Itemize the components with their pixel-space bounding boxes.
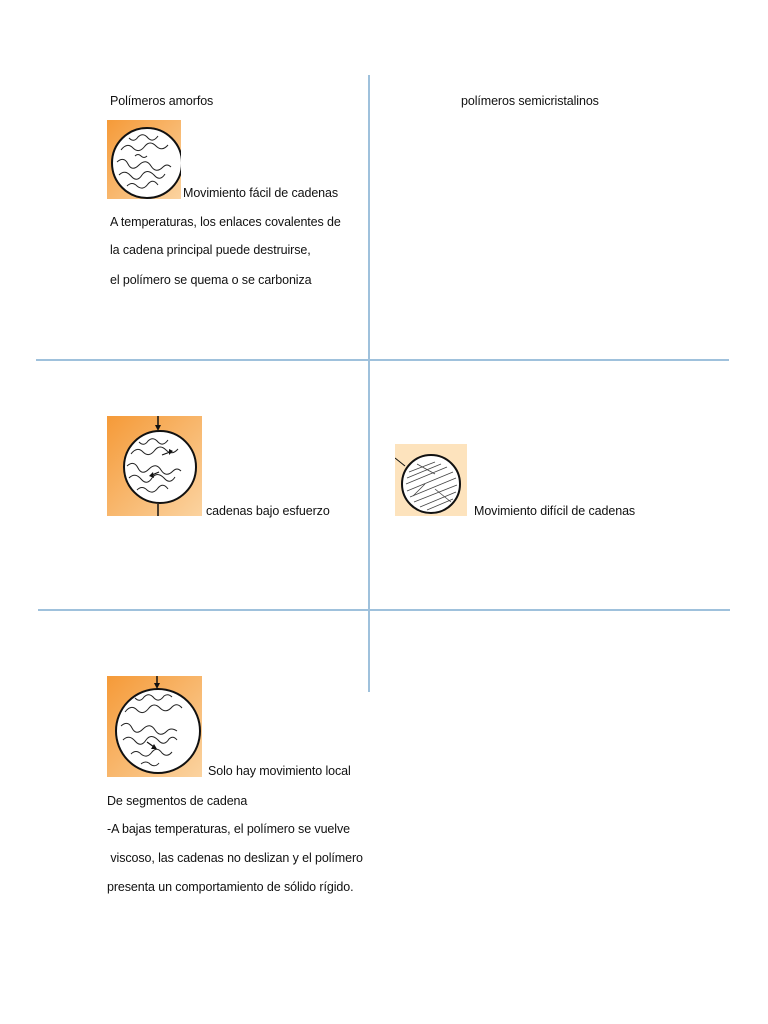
semicrystalline-chains-figure — [395, 444, 467, 516]
text-line-3: el polímero se quema o se carboniza — [110, 273, 312, 287]
caption-local-movement: Solo hay movimiento local — [208, 764, 351, 778]
caption-easy-movement: Movimiento fácil de cadenas — [183, 186, 339, 200]
text-line-4: De segmentos de cadena — [107, 794, 248, 808]
text-line-2: la cadena principal puede destruirse, — [110, 243, 311, 257]
caption-under-stress: cadenas bajo esfuerzo — [206, 504, 330, 518]
text-line-1: A temperaturas, los enlaces covalentes de — [110, 215, 341, 229]
text-line-7: presenta un comportamiento de sólido rígido. — [107, 880, 354, 894]
vertical-divider — [368, 75, 370, 692]
chains-under-stress-figure — [107, 416, 202, 516]
text-line-6: viscoso, las cadenas no deslizan y el polímero — [107, 851, 363, 865]
local-movement-figure — [107, 676, 202, 777]
amorphous-chains-figure — [107, 120, 181, 199]
heading-amorphous: Polímeros amorfos — [110, 94, 214, 108]
caption-difficult-movement: Movimiento difícil de cadenas — [474, 504, 636, 518]
horizontal-divider-bottom — [38, 609, 730, 611]
heading-semicrystalline: polímeros semicristalinos — [461, 94, 599, 108]
text-line-5: -A bajas temperaturas, el polímero se vuelve — [107, 822, 350, 836]
horizontal-divider-top — [36, 359, 729, 361]
